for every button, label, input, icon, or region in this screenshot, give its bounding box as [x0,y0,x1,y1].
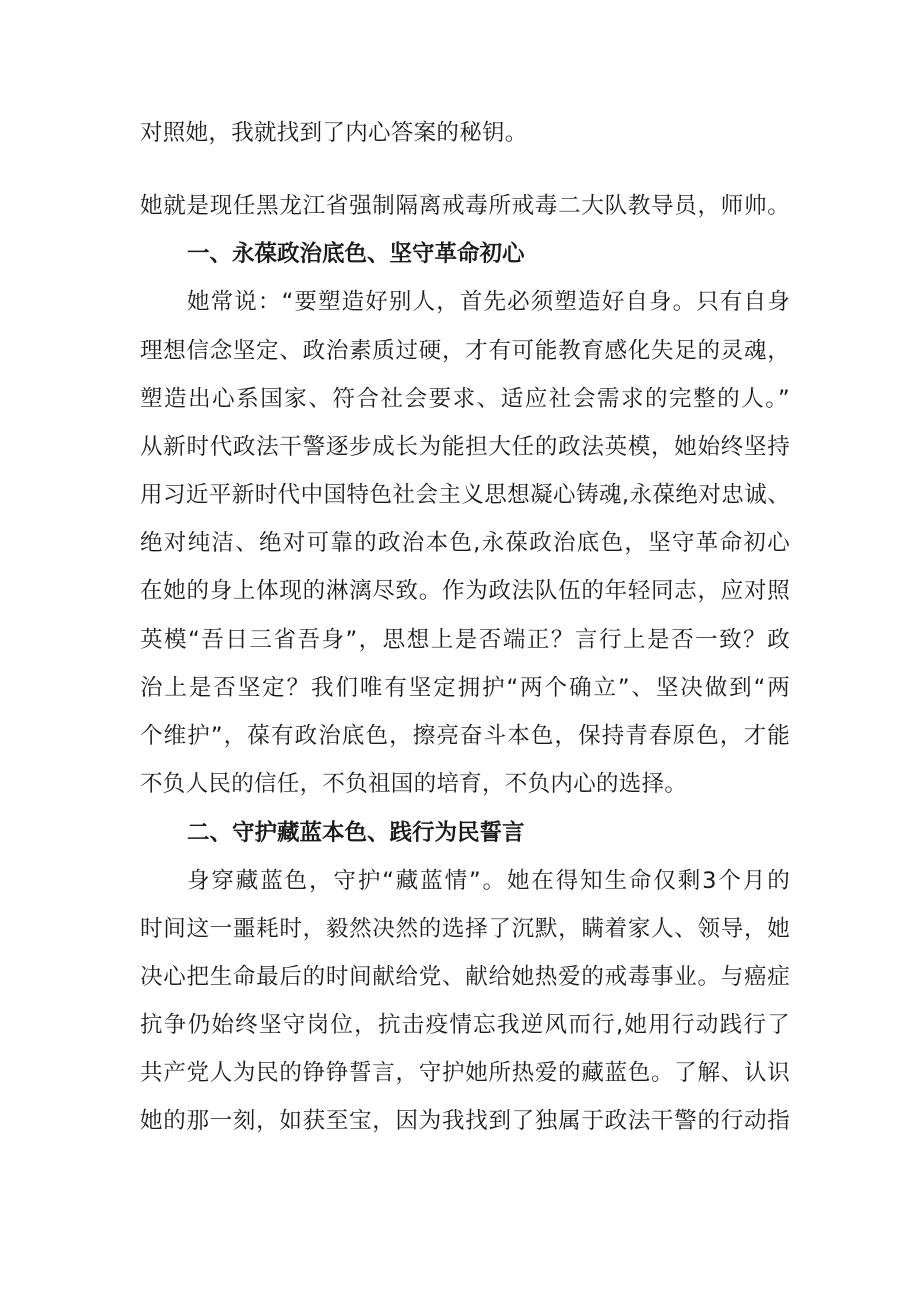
section-heading-1: 一、永葆政治底色、坚守革命初心 [187,241,525,267]
paragraph-line: 身穿藏蓝色，守护“藏蓝情”。她在得知生命仅剩3个月的 [187,868,790,894]
paragraph-line: 个维护”，葆有政治底色，擦亮奋斗本色，保持青春原色，才能 [140,723,790,749]
paragraph-line: 决心把生命最后的时间献给党、献给她热爱的戒毒事业。与癌症 [140,964,790,990]
paragraph-line: 从新时代政法干警逐步成长为能担大任的政法英模，她始终坚持 [140,434,790,460]
paragraph-line: 不负人民的信任，不负祖国的培育，不负内心的选择。 [140,771,688,797]
paragraph-line: 她常说：“要塑造好别人，首先必须塑造好自身。只有自身 [187,289,790,315]
paragraph-line: 理想信念坚定、政治素质过硬，才有可能教育感化失足的灵魂， [140,338,790,364]
paragraph-line: 治上是否坚定？我们唯有坚定拥护“两个确立”、坚决做到“两 [140,675,790,701]
paragraph-line: 共产党人为民的铮铮誓言，守护她所热爱的藏蓝色。了解、认识 [140,1060,790,1086]
paragraph-line: 她的那一刻，如获至宝，因为我找到了独属于政法干警的行动指 [140,1108,790,1134]
paragraph-line: 英模“吾日三省吾身”，思想上是否端正？言行上是否一致？政 [140,627,790,653]
paragraph-line: 她就是现任黑龙江省强制隔离戒毒所戒毒二大队教导员，师帅。 [140,193,790,219]
paragraph-line: 在她的身上体现的淋漓尽致。作为政法队伍的年轻同志，应对照 [140,578,790,604]
paragraph-line: 塑造出心系国家、符合社会要求、适应社会需求的完整的人。” [140,386,790,412]
paragraph-line: 用习近平新时代中国特色社会主义思想凝心铸魂,永葆绝对忠诚、 [140,482,790,508]
section-heading-2: 二、守护藏蓝本色、践行为民誓言 [187,820,525,846]
paragraph-line: 绝对纯洁、绝对可靠的政治本色,永葆政治底色，坚守革命初心 [140,530,790,556]
paragraph-line: 对照她，我就找到了内心答案的秘钥。 [140,120,528,146]
paragraph-line: 抗争仍始终坚守岗位，抗击疫情忘我逆风而行,她用行动践行了 [140,1012,790,1038]
paragraph-line: 时间这一噩耗时，毅然决然的选择了沉默，瞒着家人、领导，她 [140,916,790,942]
